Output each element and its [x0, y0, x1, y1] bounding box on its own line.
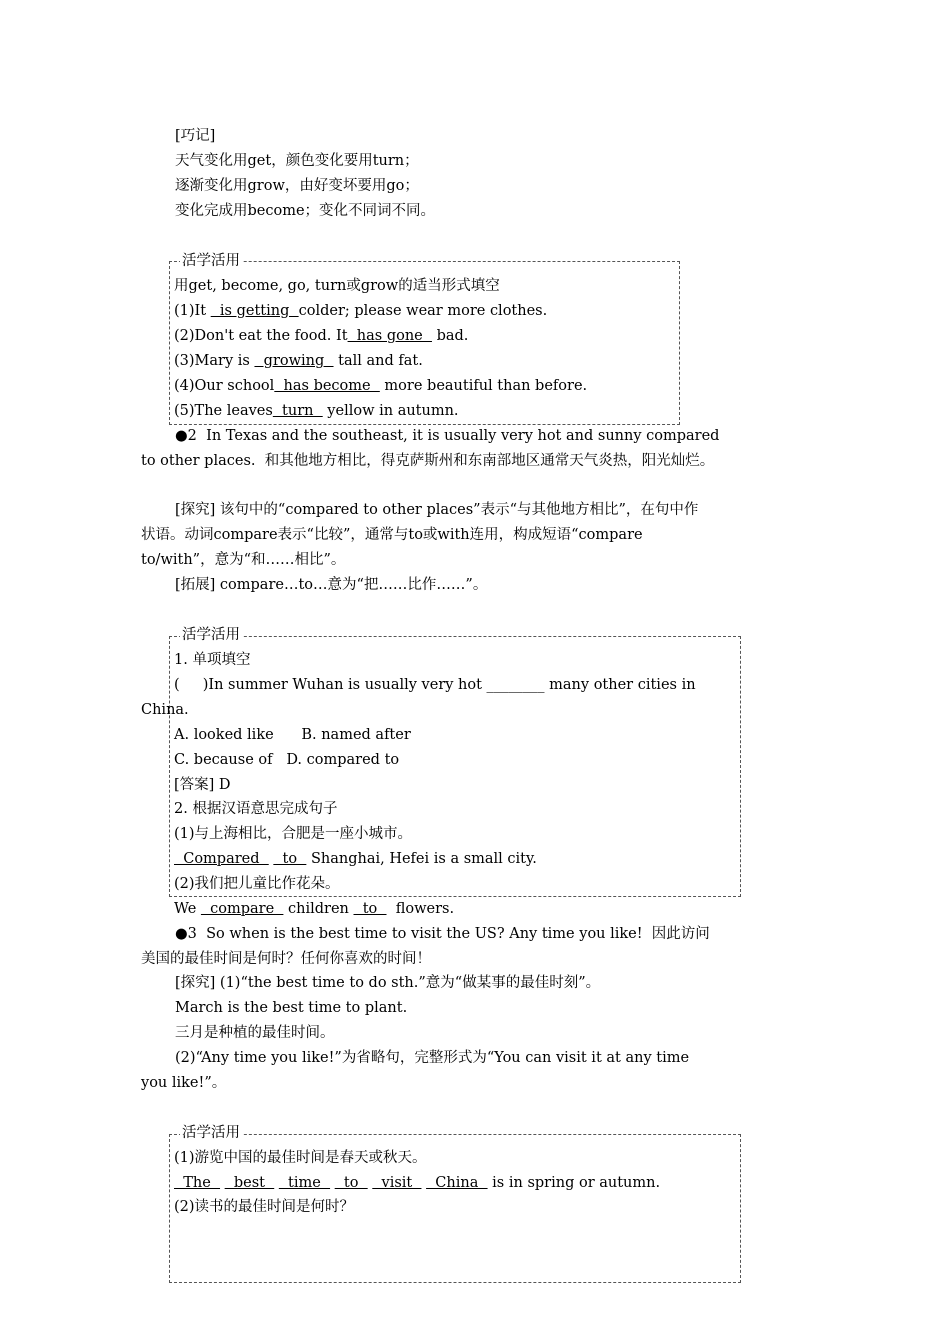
point3-explore: [探究] (1)“the best time to do sth.”意为“做某事的最佳时刻”。 [175, 975, 601, 991]
point3-example: 三月是种植的最佳时间。 [175, 1025, 335, 1041]
box2-q2-cn: (2)我们把儿童比作花朵。 [174, 876, 340, 892]
box1-instruction: 用get, become, go, turn或grow的适当形式填空 [174, 278, 500, 294]
answer-blank: China [426, 1175, 488, 1191]
point3-explore: (2)“Any time you like!”为省略句，完整形式为“You can visit it at any time [175, 1050, 690, 1066]
answer-blank: Compared [174, 851, 269, 867]
answer-blank: The [174, 1175, 221, 1191]
box1-item: (3)Mary is growing tall and fat. [174, 353, 423, 369]
box3-q1-answer: The best time to visit China is in spring or autumn. [174, 1175, 661, 1191]
point2-line2: to other places. 和其他地方相比，得克萨斯州和东南部地区通常天气炎热，阳光灿烂。 [141, 453, 715, 469]
answer-blank: to [334, 1175, 368, 1191]
box2-q2-answer: We compare children to flowers. [174, 901, 455, 917]
option-line: A. looked like B. named after [174, 727, 411, 743]
box1-item: (5)The leaves turn yellow in autumn. [174, 403, 459, 419]
point2-explore: to/with”，意为“和……相比”。 [141, 552, 346, 568]
box2-q1-title: 1. 单项填空 [174, 652, 251, 668]
box-label: 活学活用 [182, 253, 240, 269]
answer-blank: best [224, 1175, 275, 1191]
answer-blank: compare [200, 901, 284, 917]
answer-blank: growing [254, 353, 334, 369]
answer-blank: turn [272, 403, 323, 419]
box2-q1-line: ( )In summer Wuhan is usually very hot ________ many other cities in [174, 677, 696, 693]
point3-line1: ●3 So when is the best time to visit the US? Any time you like! 因此访问 [175, 926, 710, 942]
point3-explore: you like!”。 [141, 1075, 227, 1091]
answer-line: [答案] D [174, 777, 231, 793]
box2-q2-cn: (1)与上海相比，合肥是一座小城市。 [174, 826, 413, 842]
answer-blank: has gone [347, 328, 432, 344]
point2-extend: [拓展] compare…to…意为“把……比作……”。 [175, 577, 488, 593]
tip-line: 天气变化用get，颜色变化要用turn； [175, 153, 419, 169]
point2-line1: ●2 In Texas and the southeast, it is usually very hot and sunny compared [175, 428, 720, 444]
answer-blank: is getting [210, 303, 299, 319]
box2-q1-line: China. [141, 702, 189, 718]
point3-line2: 美国的最佳时间是何时？任何你喜欢的时间！ [141, 951, 431, 967]
tip-line: 变化完成用become；变化不同词不同。 [175, 203, 436, 219]
point3-example: March is the best time to plant. [175, 1000, 408, 1016]
tip-line: 逐渐变化用grow，由好变坏要用go； [175, 178, 419, 194]
box3-q2-cn: (2)读书的最佳时间是何时？ [174, 1199, 355, 1215]
box2-q2-answer: Compared to Shanghai, Hefei is a small city. [174, 851, 537, 867]
box1-item: (1)It is getting colder; please wear more clothes. [174, 303, 548, 319]
box-label: 活学活用 [182, 627, 240, 643]
answer-blank: visit [372, 1175, 422, 1191]
box1-item: (4)Our school has become more beautiful than before. [174, 378, 588, 394]
answer-blank: to [273, 851, 307, 867]
box1-item: (2)Don't eat the food. It has gone bad. [174, 328, 469, 344]
box2-q2-title: 2. 根据汉语意思完成句子 [174, 801, 338, 817]
tip-heading: [巧记] [175, 128, 216, 144]
box3-q1-cn: (1)游览中国的最佳时间是春天或秋天。 [174, 1150, 427, 1166]
point2-explore: [探究] 该句中的“compared to other places”表示“与其他地方相比”，在句中作 [175, 502, 699, 518]
box-label: 活学活用 [182, 1125, 240, 1141]
answer-blank: to [353, 901, 387, 917]
option-line: C. because of D. compared to [174, 752, 400, 768]
answer-blank: time [278, 1175, 331, 1191]
answer-blank: has become [274, 378, 380, 394]
point2-explore: 状语。动词compare表示“比较”，通常与to或with连用，构成短语“compare [141, 527, 643, 543]
